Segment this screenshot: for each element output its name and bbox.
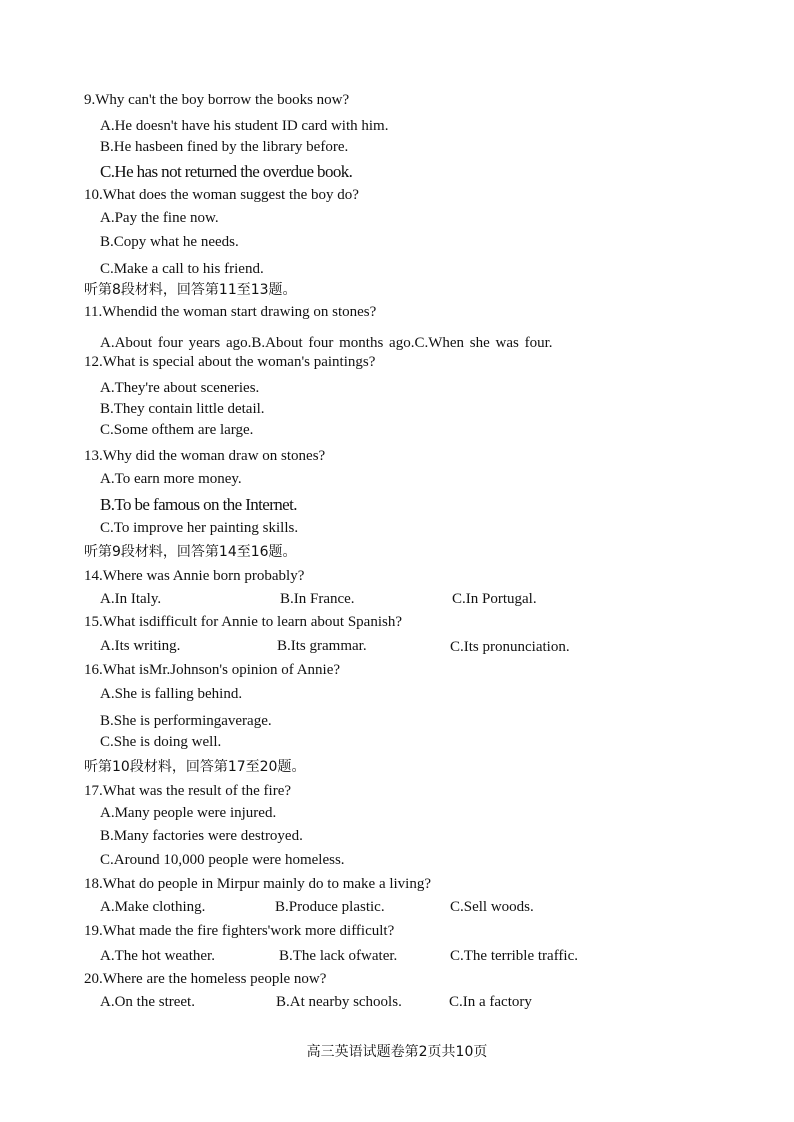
- q20-option-c: C.In a factory: [449, 994, 532, 1010]
- q15-option-c: C.Its pronunciation.: [450, 639, 570, 655]
- q10-option-c: C.Make a call to his friend.: [100, 261, 264, 277]
- q17-option-b: B.Many factories were destroyed.: [100, 828, 303, 844]
- q17-option-a: A.Many people were injured.: [100, 805, 277, 821]
- q9-option-a: A.He doesn't have his student ID card with him.: [100, 118, 389, 134]
- q9-option-c: C.He has not returned the overdue book.: [100, 162, 353, 181]
- section-8-heading: 听第8段材料，回答第11至13题。: [84, 282, 297, 298]
- q19-option-b: B.The lack ofwater.: [279, 948, 398, 964]
- section-9-heading: 听第9段材料，回答第14至16题。: [84, 544, 297, 560]
- q16-option-c: C.She is doing well.: [100, 734, 222, 750]
- page-footer: 高三英语试题卷第2页共10页: [306, 1044, 488, 1060]
- q15-option-a: A.Its writing.: [100, 638, 181, 654]
- q14-option-a: A.In Italy.: [100, 591, 162, 607]
- q17-option-c: C.Around 10,000 people were homeless.: [100, 852, 345, 868]
- q18-option-a: A.Make clothing.: [100, 899, 206, 915]
- q10-option-a: A.Pay the fine now.: [100, 210, 219, 226]
- q16-option-b: B.She is performingaverage.: [100, 713, 272, 729]
- q12-option-b: B.They contain little detail.: [100, 401, 265, 417]
- question-14: 14.Where was Annie born probably?: [84, 568, 305, 584]
- question-18: 18.What do people in Mirpur mainly do to make a living?: [84, 876, 432, 892]
- q13-option-b: B.To be famous on the Internet.: [100, 495, 297, 514]
- q15-option-b: B.Its grammar.: [277, 638, 367, 654]
- question-10: 10.What does the woman suggest the boy do?: [84, 187, 359, 203]
- question-13: 13.Why did the woman draw on stones?: [84, 448, 326, 464]
- q20-option-b: B.At nearby schools.: [276, 994, 402, 1010]
- question-19: 19.What made the fire fighters'work more difficult?: [84, 923, 395, 939]
- q20-option-a: A.On the street.: [100, 994, 195, 1010]
- q18-option-c: C.Sell woods.: [450, 899, 534, 915]
- question-15: 15.What isdifficult for Annie to learn about Spanish?: [84, 614, 402, 630]
- q16-option-a: A.She is falling behind.: [100, 686, 243, 702]
- q12-option-a: A.They're about sceneries.: [100, 380, 260, 396]
- question-17: 17.What was the result of the fire?: [84, 783, 292, 799]
- q14-option-c: C.In Portugal.: [452, 591, 537, 607]
- section-10-heading: 听第10段材料，回答第17至20题。: [84, 759, 306, 775]
- q19-option-c: C.The terrible traffic.: [450, 948, 578, 964]
- question-9: 9.Why can't the boy borrow the books now?: [84, 92, 350, 108]
- question-11: 11.Whendid the woman start drawing on stones?: [84, 304, 377, 320]
- q19-option-a: A.The hot weather.: [100, 948, 215, 964]
- question-12: 12.What is special about the woman's paintings?: [84, 354, 376, 370]
- q13-option-c: C.To improve her painting skills.: [100, 520, 299, 536]
- q14-option-b: B.In France.: [280, 591, 355, 607]
- q11-options: A.About four years ago.B.About four months ago.C.When she was four.: [100, 335, 553, 351]
- q9-option-b: B.He hasbeen fined by the library before.: [100, 139, 349, 155]
- q12-option-c: C.Some ofthem are large.: [100, 422, 254, 438]
- question-16: 16.What isMr.Johnson's opinion of Annie?: [84, 662, 341, 678]
- q10-option-b: B.Copy what he needs.: [100, 234, 239, 250]
- q18-option-b: B.Produce plastic.: [275, 899, 385, 915]
- q13-option-a: A.To earn more money.: [100, 471, 242, 487]
- question-20: 20.Where are the homeless people now?: [84, 971, 327, 987]
